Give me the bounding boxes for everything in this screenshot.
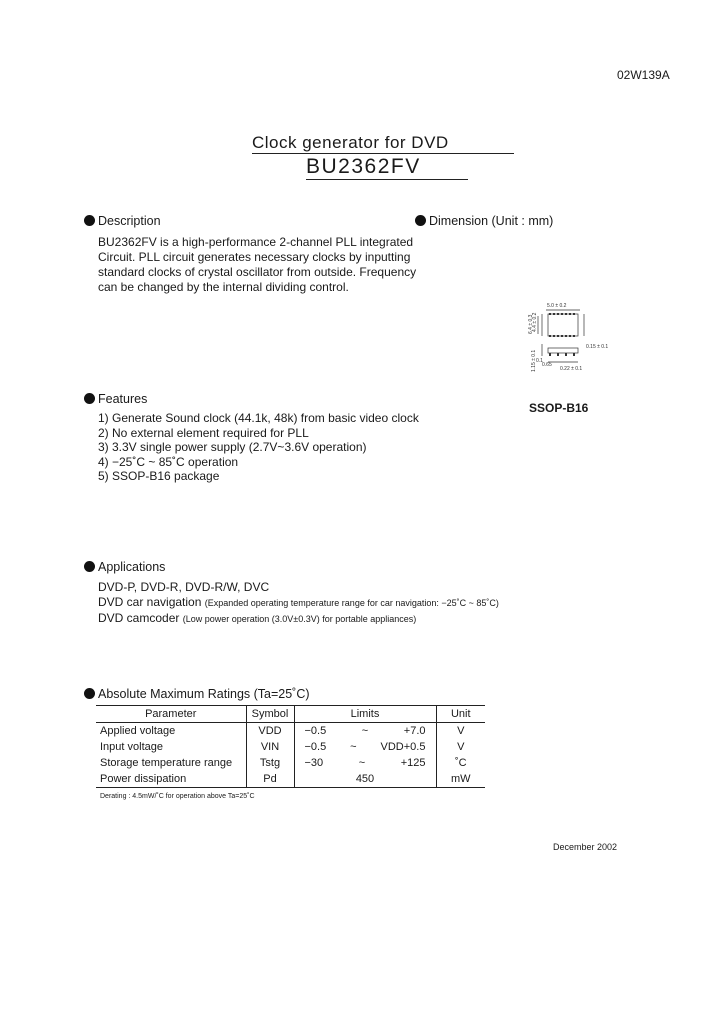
- parameter-cell: Storage temperature range: [100, 757, 233, 769]
- limit-sep: ~: [361, 725, 369, 737]
- application-note: (Low power operation (3.0V±0.3V) for portable appliances): [182, 614, 417, 624]
- symbol-cell: Tstg: [246, 755, 294, 771]
- limits-cell: [294, 739, 436, 755]
- document-title: Clock generator for DVD: [252, 133, 449, 152]
- limit-max: VDD+0.5: [380, 741, 426, 753]
- symbol-cell: Pd: [246, 771, 294, 788]
- unit-cell: ˚C: [436, 755, 485, 771]
- list-item: 5) SSOP-B16 package: [98, 469, 220, 483]
- applications-heading-text: Applications: [98, 560, 166, 574]
- applications-heading: [84, 560, 165, 574]
- parameter-cell: Applied voltage: [100, 725, 176, 737]
- ratings-heading: [84, 687, 310, 701]
- dim-label-width: 6.4 ± 0.3: [528, 314, 534, 334]
- symbol-cell: VDD: [246, 723, 294, 740]
- description-heading-text: Description: [98, 214, 161, 228]
- features-heading: [84, 392, 147, 406]
- limit-max: +7.0: [403, 725, 426, 737]
- ratings-table: [96, 705, 485, 788]
- dim-label-length: 5.0 ± 0.2: [547, 303, 567, 309]
- limit-min: −30: [304, 757, 324, 769]
- limit-max: +125: [400, 757, 426, 769]
- bullet-icon: [84, 215, 95, 226]
- bullet-icon: [84, 688, 95, 699]
- column-header: Symbol: [246, 706, 294, 723]
- dimension-heading-text: Dimension (Unit : mm): [429, 214, 554, 228]
- part-number-underline: [306, 179, 468, 180]
- list-item: 2) No external element required for PLL: [98, 425, 309, 440]
- application-name: DVD camcoder: [98, 611, 183, 625]
- unit-cell: mW: [436, 771, 485, 788]
- dim-label-standoff: 0.1: [536, 358, 543, 364]
- list-item: 1) Generate Sound clock (44.1k, 48k) from basic video clock: [98, 411, 419, 425]
- parameter-cell: Power dissipation: [96, 771, 246, 788]
- package-dimension-drawing: [528, 300, 608, 375]
- table-row: [96, 739, 485, 755]
- list-item: DVD-P, DVD-R, DVD-R/W, DVC: [98, 580, 270, 594]
- dim-label-height: 1.15 ± 0.1: [531, 349, 537, 372]
- table-row: [96, 755, 485, 771]
- publication-date: December 2002: [553, 842, 618, 852]
- parameter-cell: Input voltage: [100, 741, 163, 753]
- table-header-row: [96, 706, 485, 723]
- derating-note: Derating : 4.5mW/˚C for operation above Ta=25˚C: [100, 793, 255, 800]
- column-header: Limits: [294, 706, 436, 723]
- dim-label-pitch: 0.65: [542, 362, 552, 368]
- limit-min: −0.5: [304, 741, 327, 753]
- dim-label-lead-width: 0.22 ± 0.1: [560, 366, 583, 372]
- application-name: DVD car navigation: [98, 595, 205, 609]
- limits-cell: 450: [294, 771, 436, 788]
- column-header: Unit: [436, 706, 485, 723]
- bullet-icon: [84, 561, 95, 572]
- description-text: BU2362FV is a high-performance 2-channel PLL integrated Circuit. PLL circuit generates necessary clocks by inputting standard clocks of crystal oscillator from outside. Frequency can be changed by the internal dividing control.: [98, 235, 417, 294]
- limit-sep: ~: [350, 741, 357, 753]
- column-header: Parameter: [96, 706, 246, 723]
- dim-label-lead-thickness: 0.15 ± 0.1: [586, 344, 609, 350]
- limits-cell: [294, 755, 436, 771]
- part-number: BU2362FV: [306, 155, 421, 178]
- limits-cell: [294, 723, 436, 740]
- list-item: [98, 595, 499, 611]
- document-number: 02W139A: [617, 68, 670, 82]
- limit-sep: ~: [358, 757, 366, 769]
- ratings-heading-text: Absolute Maximum Ratings (Ta=25˚C): [98, 687, 310, 701]
- description-heading: [84, 214, 161, 228]
- list-item: [98, 611, 499, 627]
- limit-min: −0.5: [304, 725, 327, 737]
- table-row: [96, 723, 485, 740]
- features-list: [98, 411, 419, 484]
- application-note: (Expanded operating temperature range for car navigation: −25˚C ~ 85˚C): [204, 598, 499, 608]
- table-row: [96, 771, 485, 788]
- applications-list: [98, 580, 499, 627]
- unit-cell: V: [436, 739, 485, 755]
- bullet-icon: [84, 393, 95, 404]
- dim-label-body: 4.4 ± 0.2: [532, 312, 538, 332]
- list-item: 3) 3.3V single power supply (2.7V~3.6V operation): [98, 440, 367, 454]
- package-name: SSOP-B16: [529, 401, 589, 415]
- unit-cell: V: [436, 723, 485, 740]
- list-item: 4) −25˚C ~ 85˚C operation: [98, 454, 239, 469]
- features-heading-text: Features: [98, 392, 148, 406]
- symbol-cell: VIN: [246, 739, 294, 755]
- title-underline: [252, 153, 514, 154]
- bullet-icon: [415, 215, 426, 226]
- dimension-heading: [415, 214, 553, 228]
